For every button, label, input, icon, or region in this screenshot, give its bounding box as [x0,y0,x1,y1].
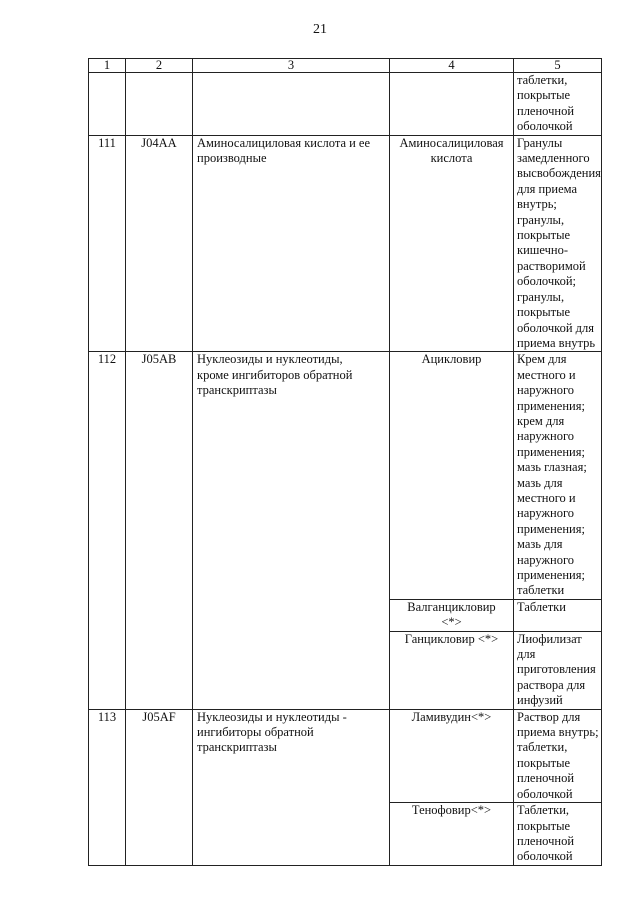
substance-line: Тенофовир<*> [411,803,492,818]
form-line: Раствор для [517,709,581,724]
form-line: наружного [517,506,575,521]
group-name-line: Аминосалициловая кислота и ее [197,135,371,150]
row-number: 113 [89,709,126,865]
dosage-forms [514,599,602,631]
form-line: для [517,647,536,662]
atc-code: J04AA [126,135,193,352]
form-line: раствора для [517,677,586,692]
cell-forms [514,73,602,136]
substance-line: Ганцикловир <*> [404,631,499,646]
substance-line: кислота [430,151,473,166]
form-line: покрытые [517,228,571,243]
form-line: мазь для [517,537,563,552]
form-line: приготовления [517,662,596,677]
atc-code: J05AB [126,352,193,709]
form-line: Таблетки [517,599,566,614]
dosage-forms [514,352,602,600]
group-name-line: ингибиторы обратной [197,725,314,740]
substance-name [390,599,514,631]
cell-name [193,73,390,136]
substance-line: Ацикловир [421,352,482,367]
form-line: оболочкой; [517,274,576,289]
form-line: применения; [517,444,585,459]
column-header: 5 [514,59,602,73]
group-name-line: транскриптазы [197,740,277,755]
form-line: применения; [517,568,585,582]
form-line: пленочной [517,103,575,118]
column-header: 3 [193,59,390,73]
form-line: крем для [517,413,565,428]
dosage-forms [514,709,602,802]
column-header: 2 [126,59,193,73]
table-row [89,352,602,600]
table-row [89,135,602,352]
form-line: применения; [517,398,585,413]
form-line: пленочной [517,771,575,786]
form-line: оболочкой [517,119,573,134]
group-name [193,352,390,709]
form-line: внутрь; [517,197,557,212]
form-line: таблетки, [517,740,568,755]
form-line: таблетки [517,583,565,598]
substance-name [390,709,514,802]
form-line: замедленного [517,151,590,166]
page-number: 21 [313,22,327,37]
substance-name [390,352,514,600]
row-number: 112 [89,352,126,709]
form-line: покрытые [517,305,571,320]
form-line: местного и [517,367,576,382]
form-line: оболочкой [517,849,573,864]
form-line: мазь глазная; [517,460,587,475]
form-line: высвобождения [517,166,601,181]
column-header: 1 [89,59,126,73]
form-line: наружного [517,429,575,444]
form-line: наружного [517,383,575,398]
form-line: Таблетки, [517,803,570,818]
substance-name [390,803,514,866]
substance-name [390,631,514,709]
form-line: мазь для [517,475,563,490]
form-line: пленочной [517,833,575,848]
form-line: покрытые [517,88,571,103]
form-line: покрытые [517,755,571,770]
form-line: для приема [517,181,578,196]
substance-line: Ламивудин<*> [411,709,492,724]
table-body [89,73,602,866]
form-line: наружного [517,552,575,567]
atc-code: J05AF [126,709,193,865]
group-name-line: кроме ингибиторов обратной [197,367,353,382]
form-line: Лиофилизат [517,631,582,646]
dosage-forms [514,631,602,709]
form-line: применения; [517,521,585,536]
form-line: покрытые [517,818,571,833]
form-line: растворимой [517,258,586,273]
form-line: инфузий [517,693,563,708]
group-name-line: транскриптазы [197,383,277,398]
form-line: кишечно- [517,243,569,258]
substance-line: Валганцикловир [407,599,496,614]
form-line: гранулы, [517,289,565,304]
form-line: оболочкой для [517,320,594,335]
column-header: 4 [390,59,514,73]
drug-table [88,58,602,866]
form-line: оболочкой [517,786,573,801]
group-name [193,135,390,352]
group-name-line: производные [197,151,267,166]
form-line: приема внутрь [517,335,596,350]
form-line: таблетки, [517,73,568,87]
group-name-line: Нуклеозиды и нуклеотиды - [197,709,347,724]
header-row [89,59,602,73]
substance-name [390,135,514,352]
dosage-forms [514,803,602,866]
substance-line: Аминосалициловая [399,135,504,150]
group-name [193,709,390,865]
dosage-forms [514,135,602,352]
form-line: приема внутрь; [517,725,599,740]
form-line: Крем для [517,352,567,367]
form-line: Гранулы [517,135,563,150]
cell-substance [390,73,514,136]
form-line: гранулы, [517,212,565,227]
row-number: 111 [89,135,126,352]
substance-line: <*> [441,615,462,630]
group-name-line: Нуклеозиды и нуклеотиды, [197,352,343,367]
continuation-row [89,73,602,136]
cell-code [126,73,193,136]
cell-num [89,73,126,136]
table-row [89,709,602,802]
form-line: местного и [517,490,576,505]
